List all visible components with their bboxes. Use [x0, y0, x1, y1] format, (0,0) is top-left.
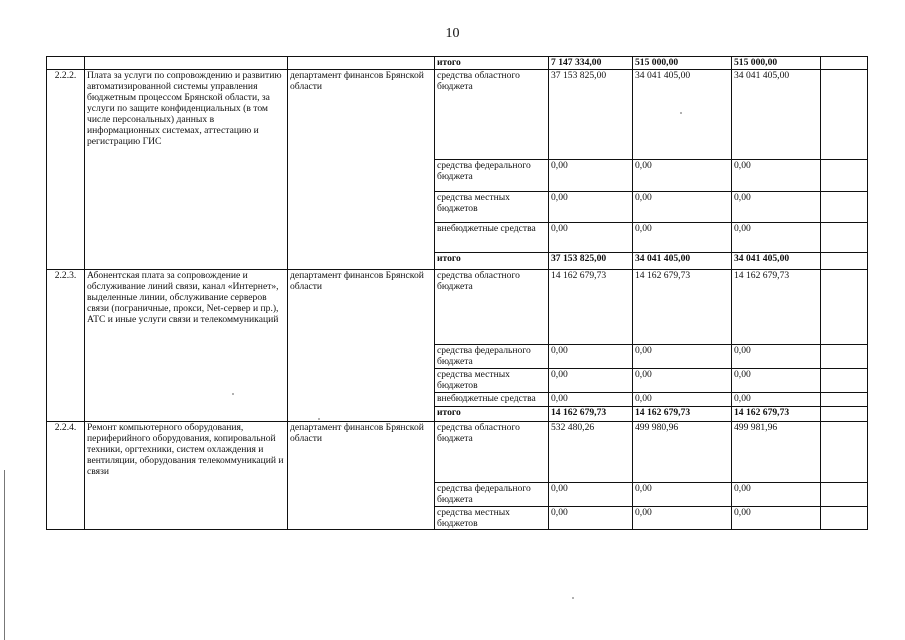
budget-table	[46, 56, 868, 530]
table-row	[47, 422, 868, 483]
cell-exec: департамент финансов Брянской области	[288, 70, 435, 270]
cell-value-2: 0,00	[633, 507, 732, 530]
cell-source: средства местных бюджетов	[435, 507, 549, 530]
cell-exec: департамент финансов Брянской области	[288, 270, 435, 422]
cell-value-3: 0,00	[732, 345, 821, 369]
cell-extra	[821, 393, 868, 407]
cell-value-1: 532 480,26	[549, 422, 633, 483]
cell-value-3: 0,00	[732, 483, 821, 507]
cell-source: средства федерального бюджета	[435, 160, 549, 192]
cell-value-2: 0,00	[633, 345, 732, 369]
cell-value-1: 37 153 825,00	[549, 253, 633, 270]
cell-value-1: 37 153 825,00	[549, 70, 633, 160]
cell-value-2: 0,00	[633, 393, 732, 407]
cell-value-1: 0,00	[549, 369, 633, 393]
cell-value-2: 0,00	[633, 369, 732, 393]
cell-value-3: 499 981,96	[732, 422, 821, 483]
cell-value-1: 0,00	[549, 483, 633, 507]
cell-value-2: 14 162 679,73	[633, 407, 732, 422]
cell-value-1: 14 162 679,73	[549, 270, 633, 345]
cell-extra	[821, 270, 868, 345]
page-number: 10	[445, 26, 460, 41]
cell-value-3: 0,00	[732, 160, 821, 192]
cell-extra	[821, 253, 868, 270]
table-row	[47, 70, 868, 160]
cell-extra	[821, 223, 868, 253]
cell-value-1: 0,00	[549, 223, 633, 253]
cell-exec	[288, 57, 435, 70]
cell-source: средства местных бюджетов	[435, 369, 549, 393]
table-row	[47, 57, 868, 70]
cell-value-1: 0,00	[549, 160, 633, 192]
cell-desc: Абонентская плата за сопровождение и обслуживание линий связи, канал «Интернет», выделенные линии, обслуживание серверов связи (пограничные, прокси, Net-сервер и пр.), АТС и иные услуги связи и телекоммуникаций	[85, 270, 288, 422]
cell-value-1: 7 147 334,00	[549, 57, 633, 70]
cell-source: итого	[435, 57, 549, 70]
cell-extra	[821, 369, 868, 393]
cell-value-2: 0,00	[633, 483, 732, 507]
cell-extra	[821, 345, 868, 369]
cell-value-3: 515 000,00	[732, 57, 821, 70]
cell-value-2: 515 000,00	[633, 57, 732, 70]
cell-source: внебюджетные средства	[435, 393, 549, 407]
cell-value-1: 0,00	[549, 507, 633, 530]
cell-num: 2.2.3.	[47, 270, 85, 422]
cell-value-3: 34 041 405,00	[732, 253, 821, 270]
cell-num	[47, 57, 85, 70]
cell-extra	[821, 422, 868, 483]
cell-value-2: 0,00	[633, 160, 732, 192]
cell-value-3: 34 041 405,00	[732, 70, 821, 160]
scan-speck	[572, 597, 574, 599]
cell-value-3: 14 162 679,73	[732, 270, 821, 345]
scan-speck	[680, 112, 682, 114]
cell-source: средства областного бюджета	[435, 422, 549, 483]
cell-value-3: 0,00	[732, 393, 821, 407]
cell-extra	[821, 57, 868, 70]
cell-value-2: 0,00	[633, 192, 732, 223]
cell-exec: департамент финансов Брянской области	[288, 422, 435, 530]
cell-source: средства местных бюджетов	[435, 192, 549, 223]
scan-margin-line	[4, 470, 5, 640]
cell-extra	[821, 160, 868, 192]
cell-num: 2.2.2.	[47, 70, 85, 270]
cell-source: итого	[435, 407, 549, 422]
cell-source: внебюджетные средства	[435, 223, 549, 253]
cell-extra	[821, 483, 868, 507]
cell-extra	[821, 192, 868, 223]
cell-source: средства федерального бюджета	[435, 345, 549, 369]
cell-source: итого	[435, 253, 549, 270]
cell-value-3: 0,00	[732, 192, 821, 223]
cell-num: 2.2.4.	[47, 422, 85, 530]
cell-source: средства федерального бюджета	[435, 483, 549, 507]
cell-extra	[821, 407, 868, 422]
scan-speck	[318, 418, 320, 420]
cell-source: средства областного бюджета	[435, 270, 549, 345]
table-row	[47, 270, 868, 345]
cell-value-1: 0,00	[549, 393, 633, 407]
cell-value-2: 499 980,96	[633, 422, 732, 483]
cell-value-1: 14 162 679,73	[549, 407, 633, 422]
cell-value-2: 0,00	[633, 223, 732, 253]
cell-value-3: 0,00	[732, 223, 821, 253]
scan-speck	[232, 393, 234, 395]
cell-value-1: 0,00	[549, 345, 633, 369]
cell-value-1: 0,00	[549, 192, 633, 223]
cell-desc	[85, 57, 288, 70]
cell-value-3: 0,00	[732, 507, 821, 530]
cell-value-2: 34 041 405,00	[633, 253, 732, 270]
cell-extra	[821, 507, 868, 530]
cell-source: средства областного бюджета	[435, 70, 549, 160]
cell-extra	[821, 70, 868, 160]
cell-value-2: 34 041 405,00	[633, 70, 732, 160]
cell-value-2: 14 162 679,73	[633, 270, 732, 345]
cell-value-3: 0,00	[732, 369, 821, 393]
cell-value-3: 14 162 679,73	[732, 407, 821, 422]
cell-desc: Ремонт компьютерного оборудования, периферийного оборудования, копировальной техники, оргтехники, систем охлаждения и вентиляции, оборудования телекоммуникаций и связи	[85, 422, 288, 530]
cell-desc: Плата за услуги по сопровождению и развитию автоматизированной системы управления бюджетным процессом Брянской области, за услуги по защите конфиденциальных (в том числе персональных) данных в информационных системах, аттестацию и регистрацию ГИС	[85, 70, 288, 270]
